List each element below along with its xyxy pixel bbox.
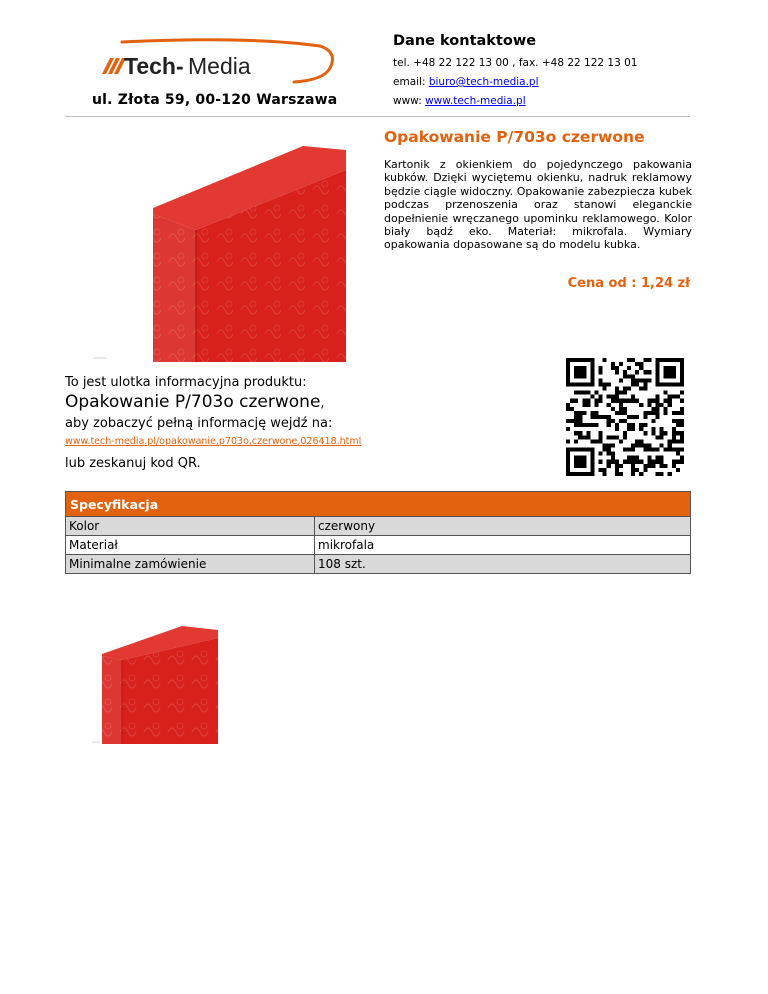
www-link[interactable]: www.tech-media.pl	[425, 95, 526, 107]
contact-title: Dane kontaktowe	[393, 33, 537, 49]
leaflet-product-name	[65, 392, 325, 412]
leaflet-product-name-suffix: ,	[320, 396, 325, 411]
leaflet-product-name-text: Opakowanie P/703o czerwone	[65, 392, 321, 412]
product-title: Opakowanie P/703o czerwone	[384, 128, 645, 146]
product-thumbnail	[92, 624, 218, 744]
leaflet-qr-instruction: lub zeskanuj kod QR.	[65, 456, 201, 471]
leaflet-instruction: aby zobaczyć pełną informację wejdź na:	[65, 416, 333, 431]
company-address: ul. Złota 59, 00-120 Warszawa	[92, 92, 338, 108]
leaflet-intro: To jest ulotka informacyjna produktu:	[65, 375, 307, 390]
spec-title: Specyfikacja	[66, 492, 691, 517]
spec-row	[66, 517, 691, 536]
spec-value: 108 szt.	[315, 555, 691, 574]
email-line	[393, 76, 539, 88]
spec-row	[66, 536, 691, 555]
spec-row	[66, 555, 691, 574]
spec-value: mikrofala	[315, 536, 691, 555]
product-url-link[interactable]: www.tech-media.pl/opakowanie,p703o,czerwone,026418.html	[65, 436, 362, 447]
email-label: email:	[393, 76, 426, 88]
phone-fax: tel. +48 22 122 13 00 , fax. +48 22 122 13 01	[393, 57, 638, 69]
tech-media-logo	[98, 38, 338, 86]
product-description: Kartonik z okienkiem do pojedynczego pakowania kubków. Dzięki wyciętemu okienku, nadruk reklamowy będzie ciągle widoczny. Opakowanie zabezpiecza kubek podczas przenoszenia oraz stanowi eleganckie dopełnienie wręczanego upominku reklamowego. Kolor biały bądź eko. Materiał: mikrofala. Wymiary opakowania dopasowane są do modelu kubka.	[384, 158, 692, 252]
header-divider	[65, 116, 690, 117]
spec-value: czerwony	[315, 517, 691, 536]
www-label: www:	[393, 95, 422, 107]
spec-label: Materiał	[66, 536, 315, 555]
svg-text:Tech-: Tech-	[124, 53, 184, 79]
product-price: Cena od : 1,24 zł	[567, 276, 690, 291]
svg-text:Media: Media	[188, 53, 251, 79]
qr-code[interactable]	[561, 358, 689, 476]
spec-label: Kolor	[66, 517, 315, 536]
product-image	[93, 130, 346, 362]
spec-table	[65, 491, 691, 574]
spec-label: Minimalne zamówienie	[66, 555, 315, 574]
email-link[interactable]: biuro@tech-media.pl	[428, 76, 539, 88]
spec-header-row	[66, 492, 691, 517]
www-line	[393, 95, 526, 107]
